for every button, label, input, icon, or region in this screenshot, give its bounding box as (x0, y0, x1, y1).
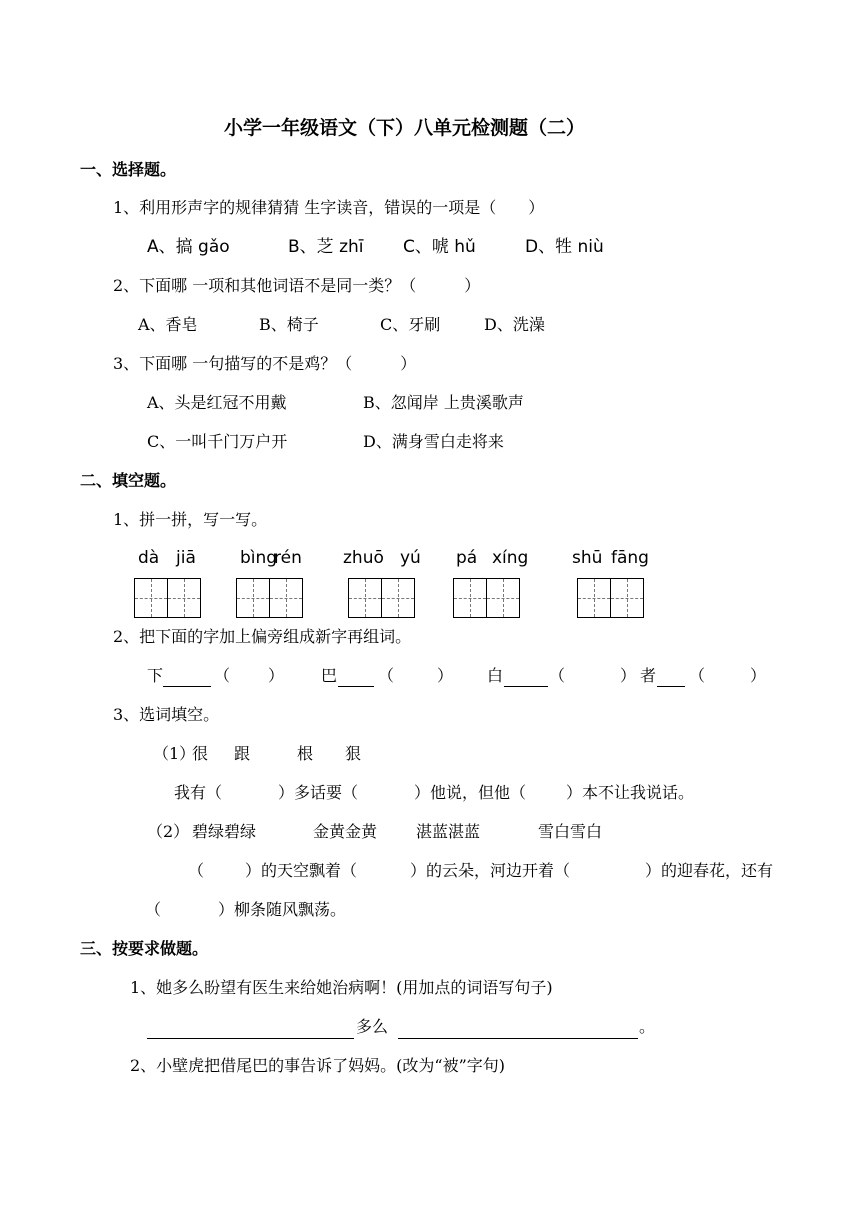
q1-2-option-b: B、椅子 (259, 315, 319, 334)
section-heading-choice: 一、选择题。 (80, 160, 177, 179)
writing-cell[interactable] (269, 578, 303, 618)
question-1-1: 1、利用形声字的规律猜猜 生字读音，错误的一项是（ ） (113, 198, 545, 217)
sentence-segment: ）的云朵，河边开着（ (410, 861, 571, 880)
writing-cell[interactable] (236, 578, 270, 618)
paren-open: （ (378, 666, 395, 685)
q1-1-option-a: A、搞 gǎo (147, 237, 230, 257)
writing-cell[interactable] (381, 578, 415, 618)
char-zhe: 者 (640, 666, 657, 685)
sentence-segment: 我有（ (174, 783, 223, 802)
writing-cell[interactable] (348, 578, 382, 618)
sentence-segment: ）的天空飘着（ (245, 861, 358, 880)
pinyin-syllable: shū (572, 548, 603, 568)
q1-3-option-b: B、忽闻岸 上贵溪歌声 (363, 393, 524, 412)
word-option: 很 (192, 744, 209, 763)
question-2-3: 3、选词填空。 (113, 705, 220, 724)
question-1-2: 2、下面哪 一项和其他词语不是同一类？（ ） (113, 276, 481, 295)
question-3-2: 2、小壁虎把借尾巴的事告诉了妈妈。(改为“被”字句) (130, 1056, 506, 1075)
period: 。 (639, 1017, 656, 1036)
writing-cell[interactable] (577, 578, 611, 618)
paren-close: ） (750, 666, 767, 685)
char-bai: 白 (487, 666, 504, 685)
part-2-label: （2） (147, 822, 190, 841)
q1-3-option-d: D、满身雪白走将来 (363, 432, 504, 451)
sentence-segment: （ (145, 900, 162, 919)
sentence-segment: ）多话要（ (278, 783, 359, 802)
question-2-2: 2、把下面的字加上偏旁组成新字再组词。 (113, 627, 412, 646)
char-ba: 巴 (321, 666, 338, 685)
answer-blank[interactable] (163, 666, 211, 687)
paren-open: （ (689, 666, 706, 685)
q1-2-option-a: A、香皂 (138, 315, 198, 334)
writing-cell[interactable] (453, 578, 487, 618)
pinyin-syllable: dà (138, 548, 160, 568)
answer-line[interactable] (398, 1018, 638, 1039)
writing-cell[interactable] (486, 578, 520, 618)
question-2-1: 1、拼一拼，写一写。 (113, 510, 268, 529)
writing-grid[interactable] (348, 578, 413, 618)
page-title: 小学一年级语文（下）八单元检测题（二） (224, 117, 586, 139)
question-1-3: 3、下面哪 一句描写的不是鸡？（ ） (113, 354, 417, 373)
paren-close: ） (268, 666, 285, 685)
pinyin-syllable: xíng (492, 548, 529, 568)
writing-cell[interactable] (167, 578, 201, 618)
q1-3-option-a: A、头是红冠不用戴 (147, 393, 287, 412)
section-heading-tasks: 三、按要求做题。 (80, 939, 209, 958)
keyword-duome: 多么 (356, 1017, 389, 1036)
q1-3-option-c: C、一叫千门万户开 (147, 432, 288, 451)
sentence-segment: ）他说，但他（ (414, 783, 527, 802)
writing-grid[interactable] (236, 578, 301, 618)
sentence-segment: （ (188, 861, 205, 880)
word-option: 雪白雪白 (538, 822, 603, 841)
paren-open: （ (214, 666, 231, 685)
sentence-segment: ）的迎春花，还有 (645, 861, 774, 880)
sentence-segment: ）柳条随风飘荡。 (218, 900, 347, 919)
writing-cell[interactable] (134, 578, 168, 618)
word-option: 跟 (234, 744, 251, 763)
writing-grid[interactable] (134, 578, 199, 618)
answer-blank[interactable] (657, 666, 685, 687)
q1-1-option-d: D、牲 niù (525, 237, 604, 257)
paren-open: （ (549, 666, 566, 685)
answer-line[interactable] (147, 1018, 354, 1039)
paren-close: ） (620, 666, 637, 685)
pinyin-syllable: pá (456, 548, 478, 568)
word-option: 狠 (345, 744, 362, 763)
q1-2-option-d: D、洗澡 (484, 315, 545, 334)
word-option: 金黄金黄 (313, 822, 378, 841)
part-1-label: （1） (153, 744, 196, 763)
pinyin-syllable: fāng (611, 548, 649, 568)
pinyin-syllable: zhuō (343, 548, 384, 568)
sentence-segment: ）本不让我说话。 (566, 783, 695, 802)
q1-2-option-c: C、牙刷 (380, 315, 441, 334)
writing-grid[interactable] (577, 578, 642, 618)
word-option: 湛蓝湛蓝 (416, 822, 481, 841)
writing-cell[interactable] (610, 578, 644, 618)
pinyin-syllable: jiā (176, 548, 196, 568)
char-xia: 下 (147, 666, 164, 685)
answer-blank[interactable] (504, 666, 548, 687)
q1-1-option-b: B、芝 zhī (288, 237, 364, 257)
q1-1-option-c: C、唬 hǔ (403, 237, 476, 257)
writing-grid[interactable] (453, 578, 518, 618)
section-heading-fill: 二、填空题。 (80, 471, 177, 490)
pinyin-syllable: rén (274, 548, 302, 568)
question-3-1: 1、她多么盼望有医生来给她治病啊！(用加点的词语写句子) (130, 978, 553, 997)
answer-blank[interactable] (338, 666, 374, 687)
word-option: 根 (297, 744, 314, 763)
word-option: 碧绿碧绿 (192, 822, 257, 841)
paren-close: ） (437, 666, 454, 685)
pinyin-syllable: bìng (240, 548, 278, 568)
pinyin-syllable: yú (400, 548, 421, 568)
